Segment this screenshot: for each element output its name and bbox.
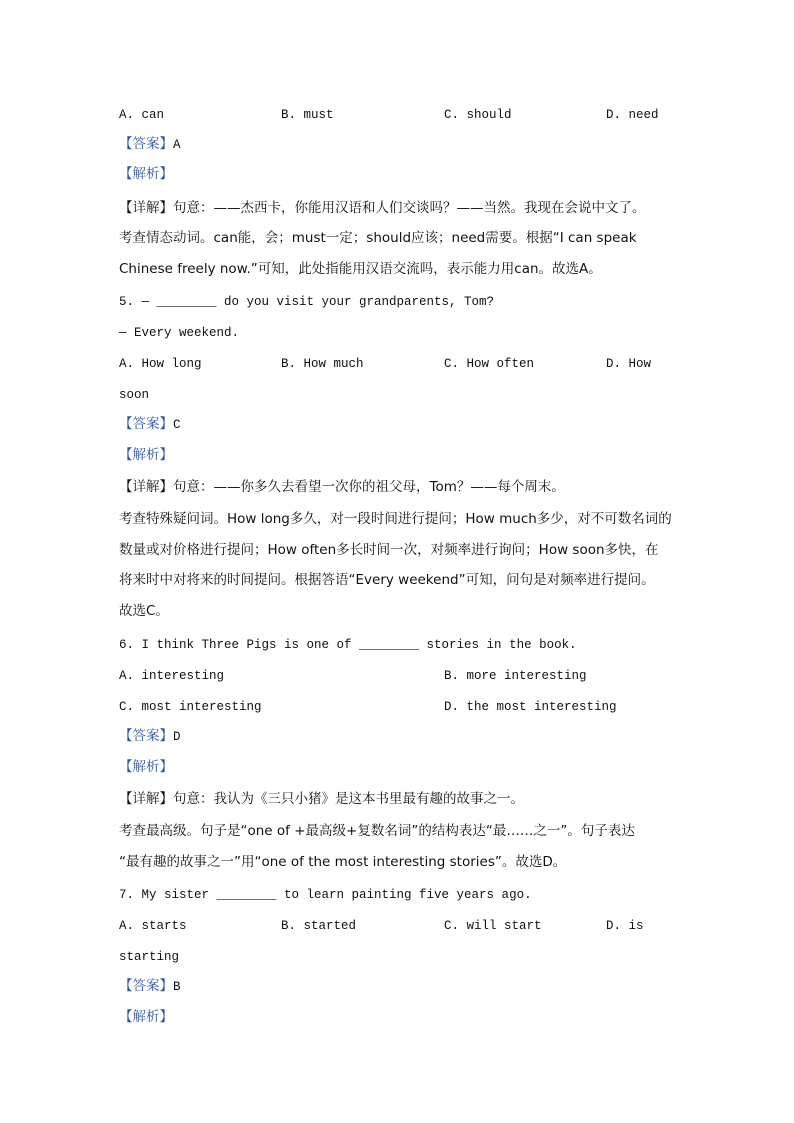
explanation-line: 考查特殊疑问词。How long多久，对一段时间进行提问；How much多少，对不可数名词的	[119, 511, 672, 527]
answer-line	[119, 134, 181, 155]
option-a: A. can	[119, 108, 165, 122]
option-a: A. starts	[119, 919, 187, 933]
option-d: D. How	[606, 357, 652, 371]
detail-line	[119, 789, 524, 809]
question-stem: 7. My sister ________ to learn painting five years ago.	[119, 888, 532, 902]
analysis-tag: 【解析】	[119, 447, 173, 463]
option-c: C. should	[444, 108, 512, 122]
answer-line	[119, 414, 181, 435]
explanation-line: Chinese freely now.”可知，此处指能用汉语交流吗，表示能力用can。故选A。	[119, 261, 602, 277]
detail-line	[119, 477, 565, 497]
option-d: D. the most interesting	[444, 700, 617, 714]
analysis-line	[119, 445, 173, 466]
detail-text: 句意：——杰西卡，你能用汉语和人们交谈吗？——当然。我现在会说中文了。	[173, 200, 646, 216]
answer-tag: 【答案】	[119, 728, 173, 744]
option-b: B. How much	[281, 357, 364, 371]
option-d: D. need	[606, 108, 659, 122]
analysis-tag: 【解析】	[119, 1009, 173, 1025]
answer-value: A	[173, 138, 181, 152]
detail-tag: 【详解】	[119, 791, 173, 807]
option-d: D. is	[606, 919, 644, 933]
option-b: B. started	[281, 919, 357, 933]
analysis-line	[119, 164, 173, 185]
option-wrap: soon	[119, 388, 150, 402]
option-c: C. How often	[444, 357, 535, 371]
analysis-tag: 【解析】	[119, 166, 173, 182]
option-a: A. How long	[119, 357, 202, 371]
explanation-line: “最有趣的故事之一”用“one of the most interesting stories”。故选D。	[119, 854, 567, 870]
explanation-line: 数量或对价格进行提问；How often多长时间一次，对频率进行询问；How soon多快，在	[119, 542, 659, 558]
detail-text: 句意：——你多久去看望一次你的祖父母，Tom？——每个周末。	[173, 479, 565, 495]
detail-text: 句意：我认为《三只小猪》是这本书里最有趣的故事之一。	[173, 791, 524, 807]
explanation-line: 考查最高级。句子是“one of +最高级+复数名词”的结构表达“最……之一”。句子表达	[119, 823, 635, 839]
answer-line	[119, 726, 181, 747]
detail-tag: 【详解】	[119, 479, 173, 495]
question-response: — Every weekend.	[119, 326, 240, 340]
explanation-line: 考查情态动词。can能，会；must一定；should应该；need需要。根据“I can speak	[119, 230, 637, 246]
option-b: B. more interesting	[444, 669, 587, 683]
question-stem: 6. I think Three Pigs is one of ________ stories in the book.	[119, 638, 577, 652]
explanation-line: 将来时中对将来的时间提问。根据答语“Every weekend”可知，问句是对频率进行提问。	[119, 572, 655, 588]
question-stem: 5. — ________ do you visit your grandparents, Tom?	[119, 295, 495, 309]
answer-value: D	[173, 730, 181, 744]
detail-tag: 【详解】	[119, 200, 173, 216]
option-c: C. will start	[444, 919, 542, 933]
analysis-tag: 【解析】	[119, 759, 173, 775]
analysis-line	[119, 757, 173, 778]
option-b: B. must	[281, 108, 334, 122]
answer-line	[119, 976, 181, 997]
answer-tag: 【答案】	[119, 136, 173, 152]
answer-value: B	[173, 980, 181, 994]
answer-tag: 【答案】	[119, 416, 173, 432]
option-wrap: starting	[119, 950, 180, 964]
answer-tag: 【答案】	[119, 978, 173, 994]
explanation-line: 故选C。	[119, 603, 169, 619]
analysis-line	[119, 1007, 173, 1028]
option-a: A. interesting	[119, 669, 225, 683]
answer-value: C	[173, 418, 181, 432]
option-c: C. most interesting	[119, 700, 262, 714]
detail-line	[119, 198, 646, 218]
